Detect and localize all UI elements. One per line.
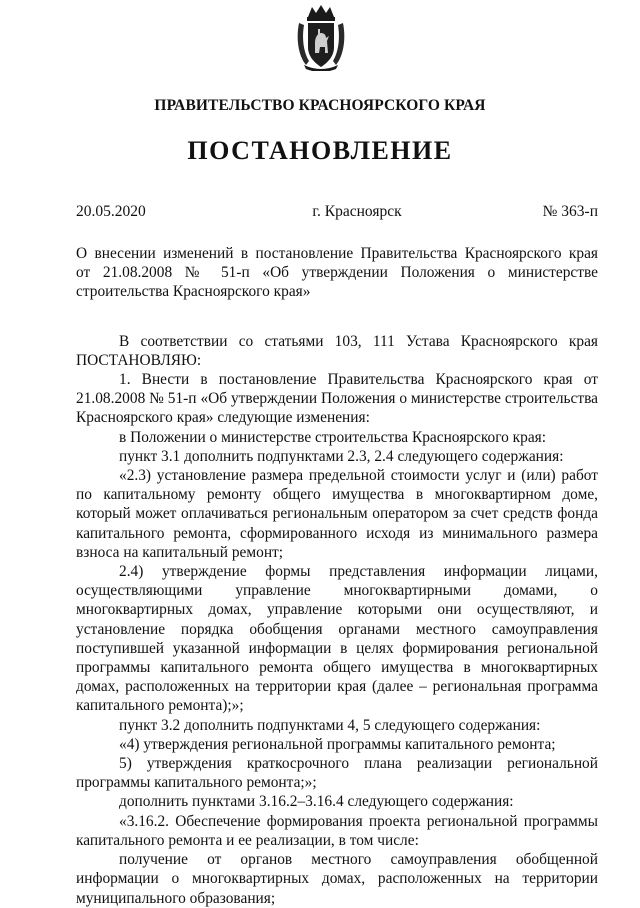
paragraph-sub-2-3: «2.3) установление размера предельной стоимости услуг и (или) работ по капитальному ремонту общего имущества в многоквартирном доме, который может оплачиваться региональным оператором за счет средств фонда капитального ремонта, сформированного исходя из минимального размера взноса на капитальный ремонт;: [76, 467, 598, 561]
paragraph-sub-4: «4) утверждения региональной программы капитального ремонта;: [119, 735, 556, 753]
paragraph-regulation: в Положении о министерстве строительства Красноярского края:: [119, 428, 547, 446]
document-number: № 363-п: [542, 203, 598, 220]
paragraph-clause-3-1: пункт 3.1 дополнить подпунктами 2.3, 2.4 следующего содержания:: [119, 447, 564, 465]
title-line-2: от 21.08.2008 № 51-п «Об утверждении Положения о министерстве: [76, 264, 598, 282]
paragraph-resolve: ПОСТАНОВЛЯЮ:: [76, 351, 202, 369]
document-city: г. Красноярск: [312, 203, 402, 220]
title-line-3: строительства Красноярского края»: [76, 283, 311, 301]
document-body: [76, 244, 598, 908]
coat-of-arms-emblem: [296, 3, 346, 71]
paragraph-sub-5: 5) утверждения краткосрочного плана реализации региональной программы капитального ремонта;»;: [76, 755, 598, 792]
paragraph-receive-info: получение от органов местного самоуправления обобщенной информации о многоквартирных домах, расположенных на территории муниципального образования;: [76, 851, 598, 907]
paragraph-sub-2-4: 2.4) утверждение формы представления информации лицами, осуществляющими управление многоквартирными домами, о многоквартирных домах, управление которыми они осуществляют, и установление порядка обобщения органами местного самоуправления поступившей указанной информации в целях формирования региональной программы капитального ремонта общего имущества в многоквартирных домах, расположенных на территории края (далее – региональная программа капитального ремонта);»;: [76, 563, 598, 715]
document-type-heading: ПОСТАНОВЛЕНИЕ: [187, 136, 453, 165]
document-meta-row: [76, 203, 598, 223]
paragraph-3-16-2: «3.16.2. Обеспечение формирования проекта региональной программы капитального ремонта и ее реализации, в том числе:: [76, 812, 598, 849]
government-name: ПРАВИТЕЛЬСТВО КРАСНОЯРСКОГО КРАЯ: [154, 97, 486, 114]
paragraph-clause-3-2: пункт 3.2 дополнить подпунктами 4, 5 следующего содержания:: [119, 716, 541, 734]
title-line-1: О внесении изменений в постановление Правительства Красноярского края: [76, 245, 598, 262]
paragraph-basis: В соответствии со статьями 103, 111 Устава Красноярского края: [119, 332, 598, 350]
document-title: [76, 244, 598, 302]
paragraph-add-3-16: дополнить пунктами 3.16.2–3.16.4 следующего содержания:: [119, 793, 514, 811]
document-date: 20.05.2020: [76, 203, 146, 220]
paragraph-item-1: 1. Внести в постановление Правительства Красноярского края от 21.08.2008 № 51-п «Об утверждении Положения о министерстве строительства Красноярского края» следующие изменения:: [76, 371, 598, 427]
spacer: [76, 302, 598, 332]
